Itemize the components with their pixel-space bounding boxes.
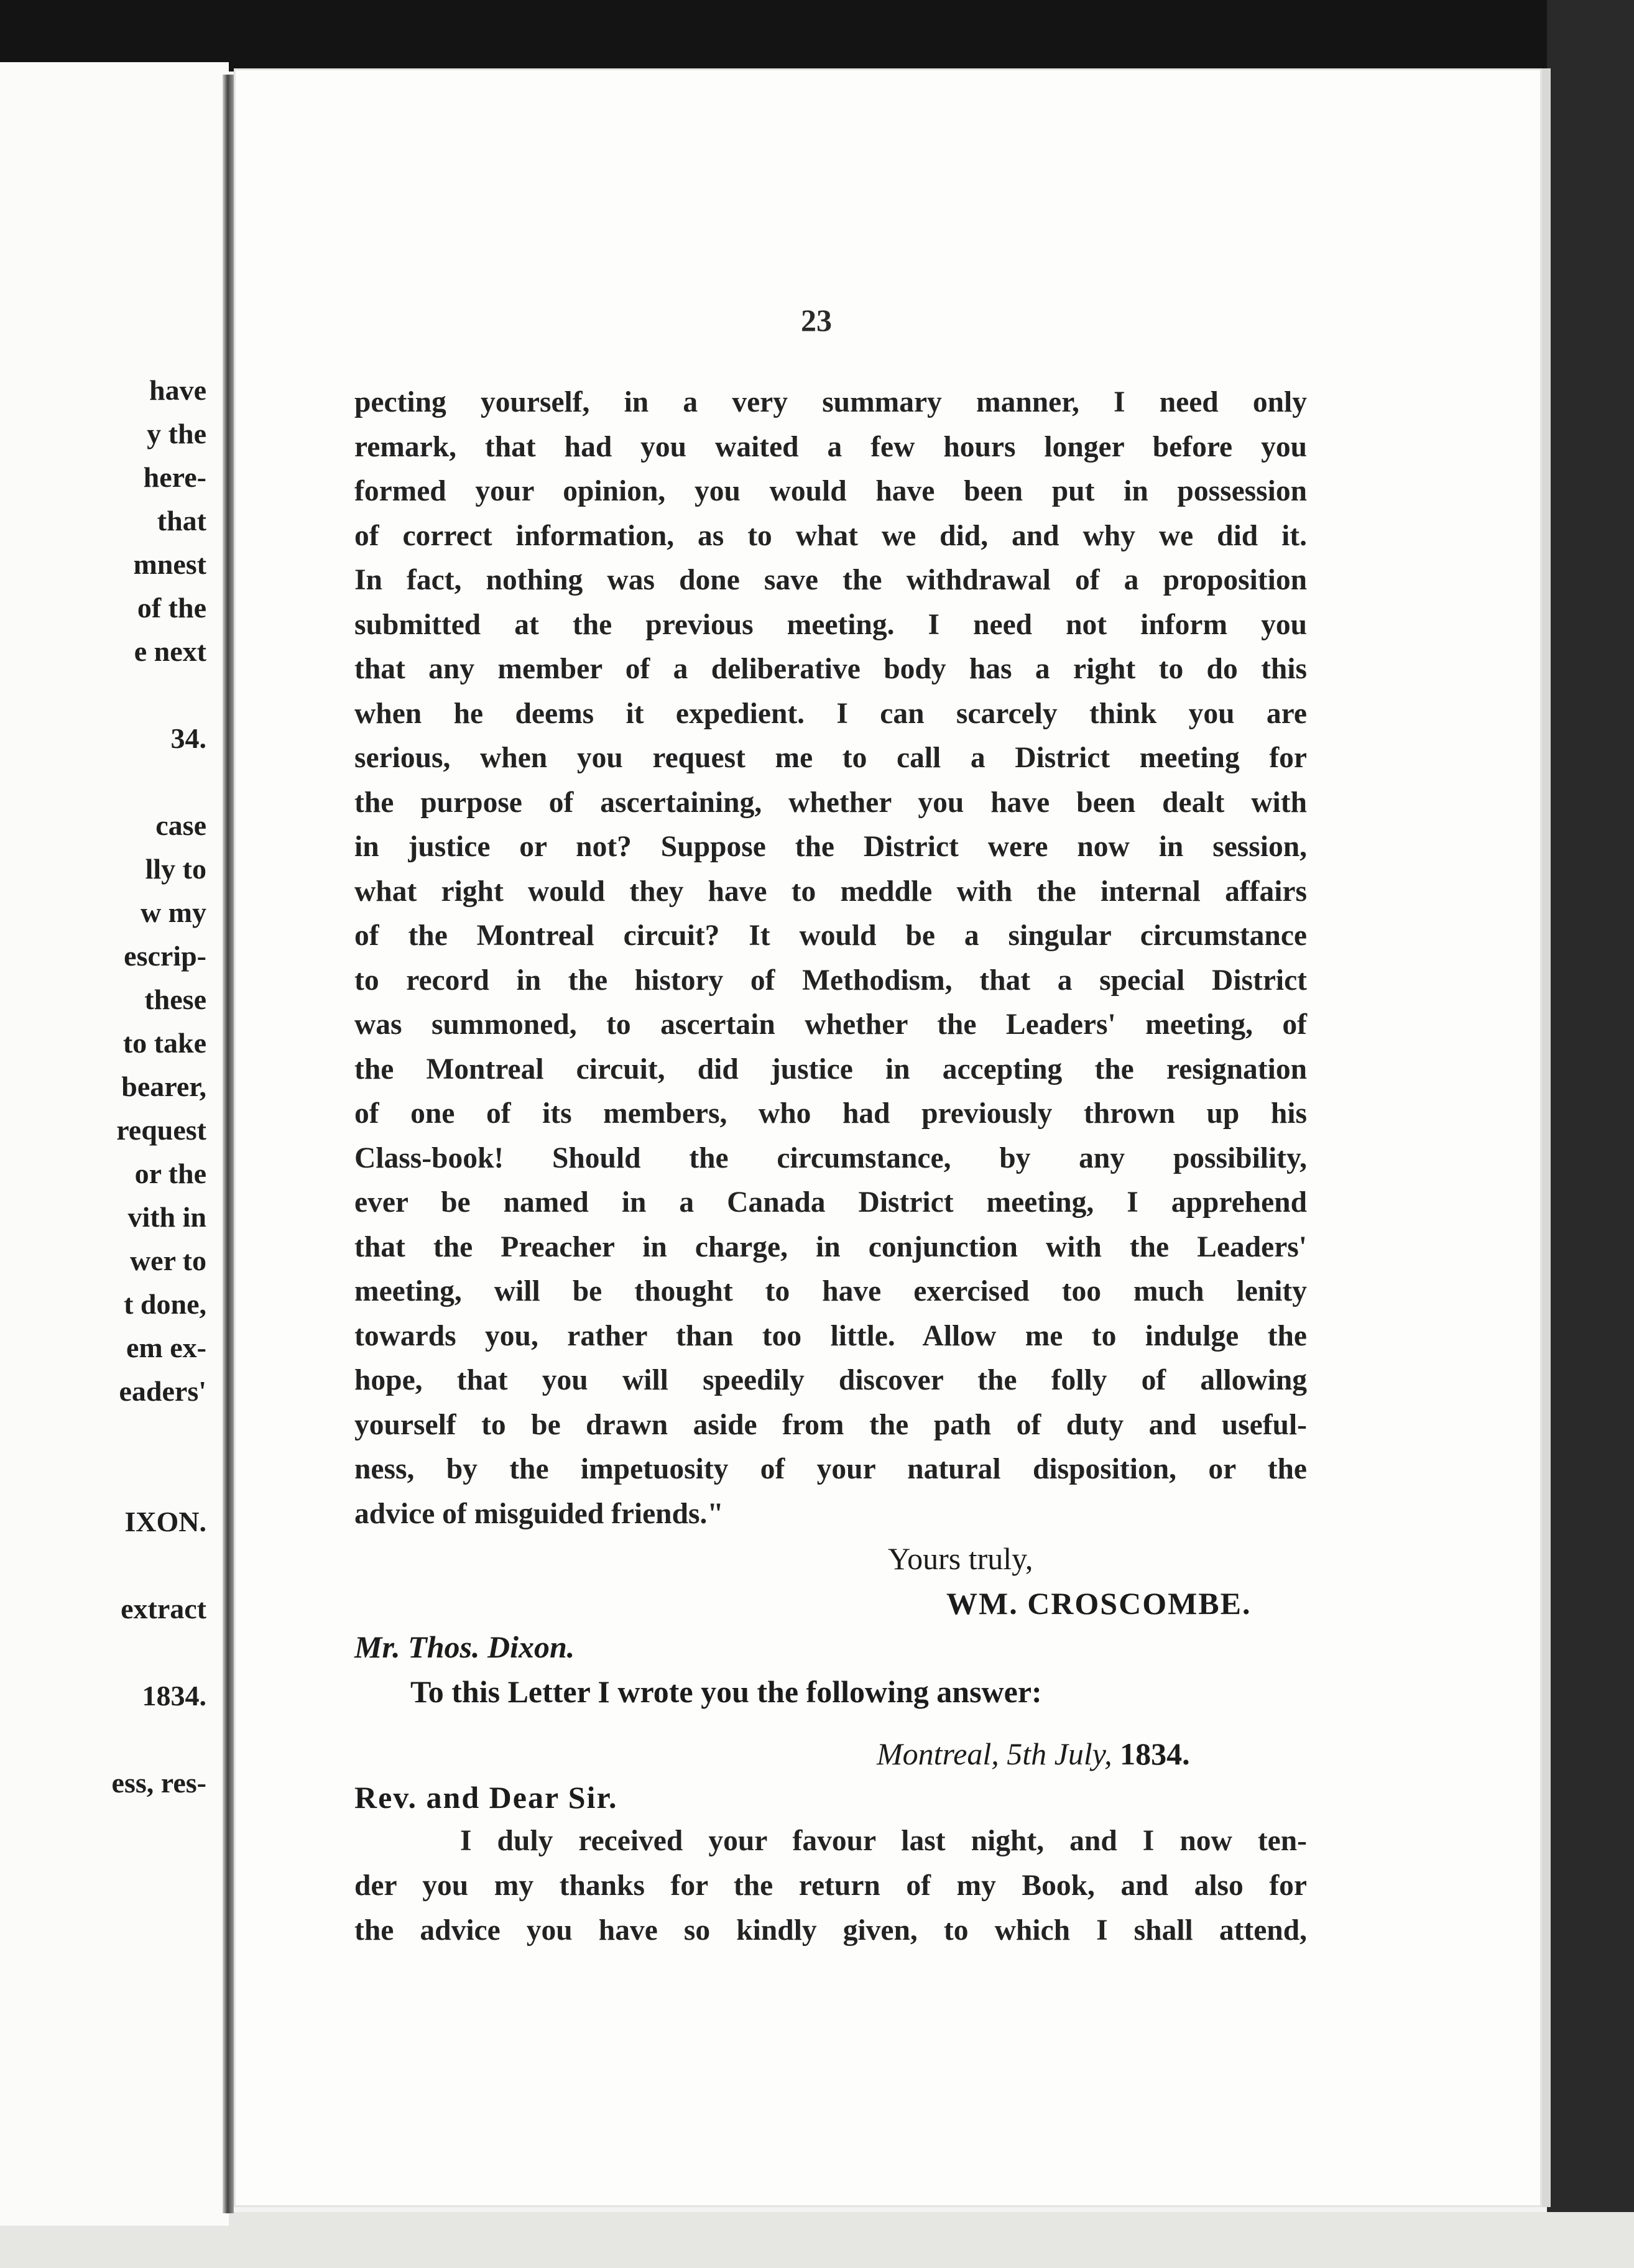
letter-line: of correct information, as to what we did, and why we did it.	[354, 519, 1307, 552]
letter-line: meeting, will be thought to have exercised too much lenity	[354, 1275, 1307, 1307]
letter-line: ever be named in a Canada District meeting, I apprehend	[354, 1186, 1307, 1219]
left-page-fragment: vith in	[127, 1201, 206, 1233]
dateline-place-date: Montreal, 5th July,	[877, 1736, 1112, 1771]
left-page-fragment: t done,	[124, 1288, 206, 1320]
letter-line: ness, by the impetuosity of your natural disposition, or the	[354, 1453, 1307, 1485]
left-page	[0, 62, 229, 2226]
left-page-fragment: of the	[137, 592, 206, 624]
left-page-fragment: have	[149, 374, 206, 406]
scan-top-border	[0, 0, 1634, 71]
left-page-fragment: escrip-	[124, 940, 206, 972]
letter-line: of the Montreal circuit? It would be a singular circumstance	[354, 920, 1307, 952]
left-page-fragment: here-	[143, 461, 206, 493]
letter-line: to record in the history of Methodism, that a special District	[354, 964, 1307, 997]
left-page-fragment: wer to	[129, 1245, 206, 1276]
left-page-fragment: y the	[147, 418, 206, 449]
reply-line: I duly received your favour last night, and I now ten-	[460, 1825, 1307, 1857]
salutation: Rev. and Dear Sir.	[354, 1780, 618, 1815]
left-page-fragment: e next	[134, 635, 206, 667]
letter-line: of one of its members, who had previously thrown up his	[354, 1097, 1307, 1130]
left-page-fragment: em ex-	[126, 1332, 206, 1363]
left-page-fragment: eaders'	[119, 1375, 206, 1407]
left-page-fragment: case	[155, 809, 206, 841]
left-page-fragment: IXON.	[124, 1506, 206, 1537]
letter-line: serious, when you request me to call a District meeting for	[354, 742, 1307, 774]
scan-right-border	[1547, 0, 1634, 2268]
letter-line: hope, that you will speedily discover the folly of allowing	[354, 1364, 1307, 1396]
left-page-fragment: 34.	[170, 722, 206, 754]
left-page-fragment: that	[157, 505, 206, 537]
page-number: 23	[801, 303, 832, 338]
reply-line: the advice you have so kindly given, to which I shall attend,	[354, 1914, 1307, 1947]
letter-line: when he deems it expedient. I can scarcely think you are	[354, 697, 1307, 730]
letter-line: in justice or not? Suppose the District were now in session,	[354, 831, 1307, 863]
reply-line: der you my thanks for the return of my Book, and also for	[354, 1869, 1307, 1902]
letter-line: formed your opinion, you would have been put in possession	[354, 475, 1307, 507]
letter-line: that any member of a deliberative body has a right to do this	[354, 653, 1307, 685]
letter-line: that the Preacher in charge, in conjunction with the Leaders'	[354, 1230, 1307, 1263]
left-page-fragment: lly to	[145, 853, 206, 885]
left-page-fragment: ess, res-	[111, 1767, 206, 1799]
left-page-fragment: w my	[140, 897, 206, 928]
letter-line: In fact, nothing was done save the withdrawal of a proposition	[354, 564, 1307, 596]
signature: WM. CROSCOMBE.	[946, 1586, 1252, 1621]
dateline	[877, 1736, 1190, 1772]
letter-line: yourself to be drawn aside from the path of duty and useful-	[354, 1408, 1307, 1441]
left-page-fragment: mnest	[133, 548, 206, 580]
letter-line: advice of misguided friends."	[354, 1497, 724, 1530]
letter-line: what right would they have to meddle with the internal affairs	[354, 875, 1307, 908]
left-page-fragment: these	[144, 984, 206, 1015]
dateline-year: 1834.	[1120, 1736, 1190, 1771]
letter-line: remark, that had you waited a few hours longer before you	[354, 430, 1307, 463]
letter-line: Class-book! Should the circumstance, by any possibility,	[354, 1141, 1307, 1174]
left-page-fragment: or the	[134, 1158, 206, 1189]
left-page-fragment: to take	[122, 1027, 206, 1059]
letter-line: pecting yourself, in a very summary manner, I need only	[354, 386, 1307, 418]
letter-line: was summoned, to ascertain whether the Leaders' meeting, of	[354, 1008, 1307, 1041]
letter-line: towards you, rather than too little. Allow me to indulge the	[354, 1319, 1307, 1352]
closing: Yours truly,	[888, 1541, 1033, 1576]
book-gutter	[223, 75, 234, 2213]
left-page-fragment: request	[116, 1114, 206, 1146]
letter-line: the purpose of ascertaining, whether you have been dealt with	[354, 786, 1307, 819]
scan-bottom-border	[0, 2212, 1634, 2268]
addressee: Mr. Thos. Dixon.	[354, 1630, 575, 1664]
left-page-fragment: 1834.	[142, 1680, 206, 1712]
left-page-fragment: bearer,	[121, 1071, 206, 1102]
left-page-fragment: extract	[121, 1593, 206, 1625]
letter-line: submitted at the previous meeting. I need not inform you	[354, 608, 1307, 641]
letter-line: the Montreal circuit, did justice in accepting the resignation	[354, 1053, 1307, 1086]
intro-line: To this Letter I wrote you the following answer:	[410, 1674, 1042, 1709]
